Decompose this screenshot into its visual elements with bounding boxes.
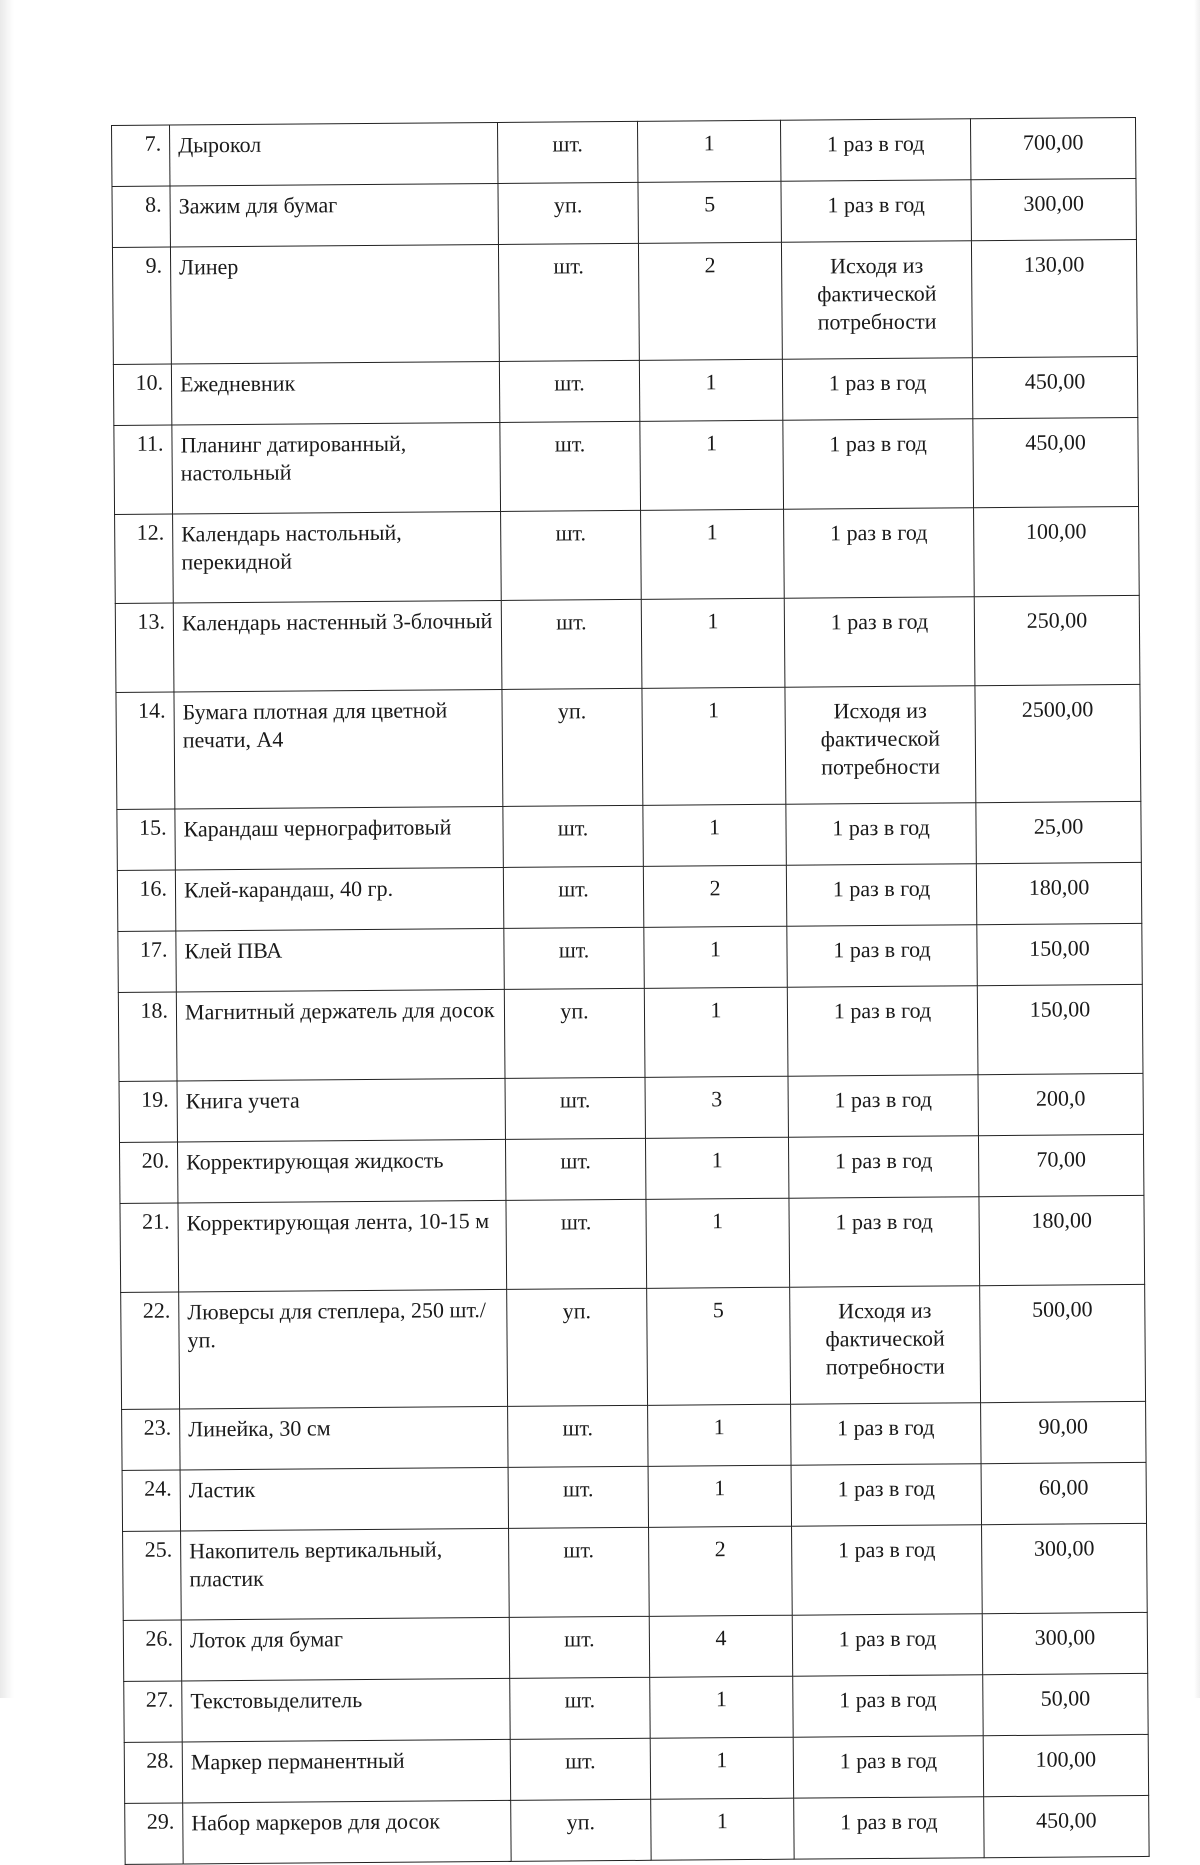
item-price: 700,00: [970, 117, 1135, 179]
item-name: Корректирующая лента, 10-15 м: [178, 1200, 507, 1292]
table-row: [112, 178, 1136, 247]
item-quantity: 3: [645, 1076, 788, 1138]
item-price: 90,00: [981, 1401, 1146, 1463]
row-number: 29.: [125, 1803, 183, 1864]
table-row: [112, 117, 1136, 186]
row-number: 22.: [121, 1292, 180, 1409]
item-frequency: 1 раз в год: [794, 1797, 984, 1859]
item-unit: шт.: [505, 1138, 645, 1200]
item-price: 150,00: [977, 923, 1142, 985]
row-number: 13.: [115, 603, 174, 692]
table-row: [115, 595, 1140, 692]
row-number: 16.: [117, 870, 175, 931]
item-unit: шт.: [498, 243, 639, 361]
item-quantity: 1: [645, 1137, 788, 1199]
table-row: [118, 923, 1142, 992]
item-price: 180,00: [976, 862, 1141, 924]
item-quantity: 4: [649, 1615, 792, 1677]
table-row: [122, 1401, 1146, 1470]
supplies-table: [111, 117, 1150, 1865]
item-price: 70,00: [978, 1134, 1143, 1196]
item-name: Зажим для бумаг: [170, 183, 498, 247]
item-price: 300,00: [982, 1612, 1147, 1674]
row-number: 20.: [119, 1142, 177, 1203]
item-price: 100,00: [974, 506, 1140, 596]
item-unit: шт.: [508, 1405, 648, 1467]
table-row: [125, 1795, 1149, 1864]
row-number: 11.: [114, 425, 173, 514]
table-row: [115, 506, 1140, 603]
item-name: Бумага плотная для цветной печати, А4: [174, 689, 503, 809]
item-price: 150,00: [977, 984, 1143, 1074]
item-price: 300,00: [971, 178, 1136, 240]
row-number: 10.: [113, 364, 171, 425]
item-unit: шт.: [501, 599, 642, 689]
row-number: 27.: [124, 1681, 182, 1742]
item-unit: шт.: [509, 1616, 649, 1678]
item-frequency: 1 раз в год: [784, 597, 975, 687]
item-name: Календарь настенный 3-блочный: [173, 600, 502, 692]
item-frequency: 1 раз в год: [781, 180, 971, 242]
row-number: 24.: [122, 1470, 180, 1531]
row-number: 17.: [118, 931, 176, 992]
item-unit: шт.: [499, 360, 639, 422]
item-unit: уп.: [498, 182, 638, 244]
item-quantity: 1: [644, 987, 788, 1077]
item-price: 500,00: [980, 1284, 1146, 1402]
table-row: [119, 1134, 1143, 1203]
item-name: Линейка, 30 см: [180, 1406, 508, 1470]
item-frequency: 1 раз в год: [784, 508, 975, 598]
item-quantity: 1: [651, 1798, 794, 1860]
table-row: [114, 417, 1139, 514]
item-unit: уп.: [507, 1288, 648, 1406]
item-unit: уп.: [502, 688, 643, 806]
row-number: 25.: [123, 1531, 182, 1620]
row-number: 26.: [123, 1620, 181, 1681]
row-number: 8.: [112, 186, 170, 247]
item-unit: шт.: [510, 1738, 650, 1800]
table-row: [112, 239, 1137, 364]
item-unit: шт.: [510, 1677, 650, 1739]
item-quantity: 1: [637, 120, 780, 182]
row-number: 23.: [122, 1409, 180, 1470]
item-quantity: 5: [647, 1287, 791, 1405]
item-frequency: 1 раз в год: [788, 1075, 978, 1137]
item-name: Накопитель вертикальный, пластик: [181, 1528, 510, 1620]
item-frequency: 1 раз в год: [787, 925, 977, 987]
item-frequency: 1 раз в год: [786, 864, 976, 926]
item-name: Линер: [170, 244, 499, 364]
row-number: 21.: [120, 1203, 179, 1292]
item-frequency: 1 раз в год: [792, 1614, 982, 1676]
table-row: [119, 1073, 1143, 1142]
item-price: 180,00: [979, 1195, 1145, 1285]
item-quantity: 5: [638, 181, 781, 243]
item-name: Клей ПВА: [176, 928, 504, 992]
item-frequency: 1 раз в год: [783, 419, 974, 509]
item-price: 25,00: [976, 801, 1141, 863]
item-name: Книга учета: [177, 1078, 505, 1142]
table-row: [122, 1462, 1146, 1531]
item-unit: шт.: [504, 927, 644, 989]
table-row: [117, 801, 1141, 870]
item-frequency: 1 раз в год: [793, 1675, 983, 1737]
item-frequency: Исходя из фактической потребности: [785, 686, 976, 804]
item-name: Планинг датированный, настольный: [172, 422, 501, 514]
item-name: Карандаш чернографитовый: [175, 806, 503, 870]
item-price: 100,00: [983, 1734, 1148, 1796]
item-frequency: 1 раз в год: [792, 1525, 983, 1615]
row-number: 14.: [116, 692, 175, 809]
item-unit: уп.: [511, 1799, 651, 1861]
item-price: 130,00: [971, 239, 1137, 357]
item-price: 300,00: [982, 1523, 1148, 1613]
table-row: [121, 1284, 1146, 1409]
item-frequency: Исходя из фактической потребности: [790, 1286, 981, 1404]
item-name: Маркер перманентный: [182, 1739, 510, 1803]
table-row: [123, 1612, 1147, 1681]
item-frequency: 1 раз в год: [791, 1403, 981, 1465]
supplies-table-body: [112, 117, 1150, 1864]
table-row: [117, 862, 1141, 931]
item-frequency: 1 раз в год: [791, 1464, 981, 1526]
row-number: 18.: [118, 992, 177, 1081]
item-frequency: 1 раз в год: [793, 1736, 983, 1798]
table-row: [123, 1523, 1148, 1620]
item-price: 450,00: [973, 417, 1139, 507]
item-frequency: 1 раз в год: [787, 986, 978, 1076]
item-quantity: 2: [649, 1526, 793, 1616]
table-row: [118, 984, 1143, 1081]
row-number: 15.: [117, 809, 175, 870]
item-unit: шт.: [500, 421, 641, 511]
item-frequency: 1 раз в год: [782, 358, 972, 420]
table-row: [113, 356, 1137, 425]
table-row: [124, 1734, 1148, 1803]
table-row: [116, 684, 1141, 809]
table-row: [124, 1673, 1148, 1742]
item-unit: шт.: [505, 1077, 645, 1139]
item-price: 450,00: [984, 1795, 1149, 1857]
item-name: Клей-карандаш, 40 гр.: [175, 867, 503, 931]
item-quantity: 1: [642, 687, 786, 805]
item-frequency: Исходя из фактической потребности: [781, 241, 972, 359]
item-quantity: 1: [648, 1404, 791, 1466]
item-quantity: 1: [648, 1465, 791, 1527]
item-unit: шт.: [501, 510, 642, 600]
item-unit: шт.: [503, 866, 643, 928]
item-quantity: 1: [650, 1676, 793, 1738]
item-name: Ежедневник: [171, 361, 499, 425]
item-price: 50,00: [983, 1673, 1148, 1735]
item-frequency: 1 раз в год: [780, 119, 970, 181]
item-quantity: 1: [643, 804, 786, 866]
item-unit: шт.: [509, 1527, 650, 1617]
item-unit: шт.: [503, 805, 643, 867]
item-frequency: 1 раз в год: [786, 803, 976, 865]
item-unit: уп.: [504, 988, 645, 1078]
item-quantity: 2: [638, 242, 782, 360]
row-number: 28.: [124, 1742, 182, 1803]
item-price: 60,00: [981, 1462, 1146, 1524]
item-name: Магнитный держатель для досок: [176, 989, 505, 1081]
item-quantity: 1: [639, 359, 782, 421]
item-unit: шт.: [508, 1466, 648, 1528]
item-name: Дырокол: [170, 122, 498, 186]
scan-right-edge: [1194, 0, 1200, 1698]
item-quantity: 2: [643, 865, 786, 927]
item-quantity: 1: [644, 926, 787, 988]
item-name: Текстовыделитель: [182, 1678, 510, 1742]
row-number: 12.: [115, 514, 174, 603]
item-name: Лоток для бумаг: [181, 1617, 509, 1681]
scan-left-edge: [0, 0, 14, 1698]
row-number: 9.: [112, 247, 171, 364]
item-price: 2500,00: [975, 684, 1141, 802]
item-name: Ластик: [180, 1467, 508, 1531]
item-name: Люверсы для степлера, 250 шт./уп.: [179, 1289, 508, 1409]
item-price: 250,00: [974, 595, 1140, 685]
row-number: 19.: [119, 1081, 177, 1142]
item-frequency: 1 раз в год: [789, 1197, 980, 1287]
item-name: Календарь настольный, перекидной: [173, 511, 502, 603]
item-price: 200,0: [978, 1073, 1143, 1135]
item-price: 450,00: [972, 356, 1137, 418]
item-name: Корректирующая жидкость: [177, 1139, 505, 1203]
item-name: Набор маркеров для досок: [183, 1800, 511, 1864]
item-quantity: 1: [646, 1198, 790, 1288]
item-quantity: 1: [641, 509, 785, 599]
item-unit: шт.: [497, 121, 637, 183]
item-quantity: 1: [640, 420, 784, 510]
table-row: [120, 1195, 1145, 1292]
item-quantity: 1: [650, 1737, 793, 1799]
item-quantity: 1: [641, 598, 785, 688]
row-number: 7.: [112, 125, 170, 186]
item-unit: шт.: [506, 1199, 647, 1289]
item-frequency: 1 раз в год: [788, 1136, 978, 1198]
